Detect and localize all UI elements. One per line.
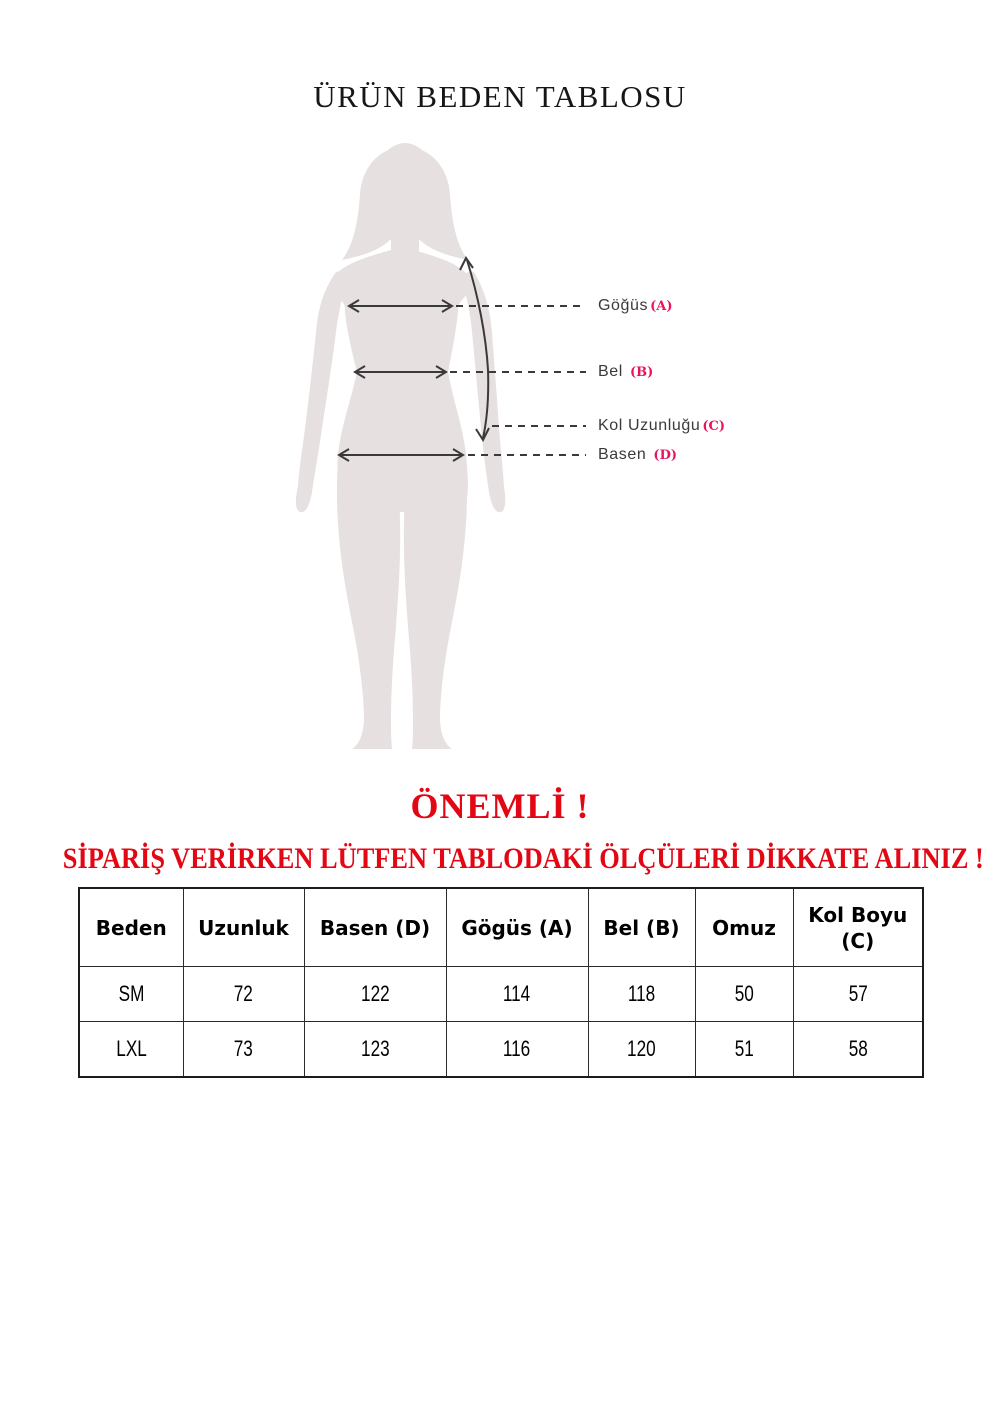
notice-warning: [0, 842, 1000, 876]
header-kol-boyu: Kol Boyu (C): [793, 888, 923, 967]
measure-label-gogus: [598, 296, 673, 317]
header-gogus: Gögüs (A): [446, 888, 588, 967]
size-table: [78, 887, 924, 1078]
body-silhouette: [296, 143, 505, 749]
measure-label-bel: [598, 362, 653, 383]
header-bel: Bel (B): [588, 888, 695, 967]
size-table-header-row: [79, 888, 923, 967]
size-row-lxl: [79, 1022, 923, 1078]
measure-label-gogus-name: Göğüs: [598, 297, 649, 314]
measure-label-basen-name: Basen: [598, 446, 652, 463]
cell-sm-gogus: 114: [446, 967, 588, 1022]
cell-sm-basen: 122: [304, 967, 446, 1022]
measure-code-d: (D): [653, 448, 677, 463]
measure-code-b: (B): [629, 365, 654, 380]
measure-label-bel-name: Bel: [598, 363, 628, 380]
size-row-sm: [79, 967, 923, 1022]
cell-sm-bel: 118: [588, 967, 695, 1022]
measure-code-c: (C): [702, 419, 726, 434]
header-basen: Basen (D): [304, 888, 446, 967]
cell-lxl-kol: 58: [793, 1022, 923, 1078]
notice-warning-text: SİPARİŞ VERİRKEN LÜTFEN TABLODAKİ ÖLÇÜLERİ DİKKATE ALINIZ !: [62, 842, 984, 875]
cell-lxl-gogus: 116: [446, 1022, 588, 1078]
silhouette-right-leg: [404, 458, 467, 749]
body-silhouette-figure: [0, 130, 1000, 770]
cell-sm-kol: 57: [793, 967, 923, 1022]
measure-label-basen: [598, 445, 677, 466]
measure-label-kol-name: Kol Uzunluğu: [598, 417, 701, 434]
header-omuz: Omuz: [695, 888, 793, 967]
cell-lxl-basen: 123: [304, 1022, 446, 1078]
measurement-diagram: [0, 130, 1000, 770]
arm-arrowhead-top: [460, 258, 473, 270]
cell-sm-beden: SM: [79, 967, 183, 1022]
silhouette-left-leg: [337, 458, 400, 749]
page-title: ÜRÜN BEDEN TABLOSU: [313, 79, 687, 114]
notice-heading: ÖNEMLİ !: [410, 786, 590, 826]
cell-sm-uzunluk: 72: [183, 967, 304, 1022]
header-beden: Beden: [79, 888, 183, 967]
cell-lxl-uzunluk: 73: [183, 1022, 304, 1078]
header-uzunluk: Uzunluk: [183, 888, 304, 967]
cell-lxl-beden: LXL: [79, 1022, 183, 1078]
measure-label-kol: [598, 416, 725, 437]
leader-lines: [450, 306, 586, 455]
measure-code-a: (A): [650, 299, 673, 314]
cell-lxl-bel: 120: [588, 1022, 695, 1078]
cell-sm-omuz: 50: [695, 967, 793, 1022]
cell-lxl-omuz: 51: [695, 1022, 793, 1078]
